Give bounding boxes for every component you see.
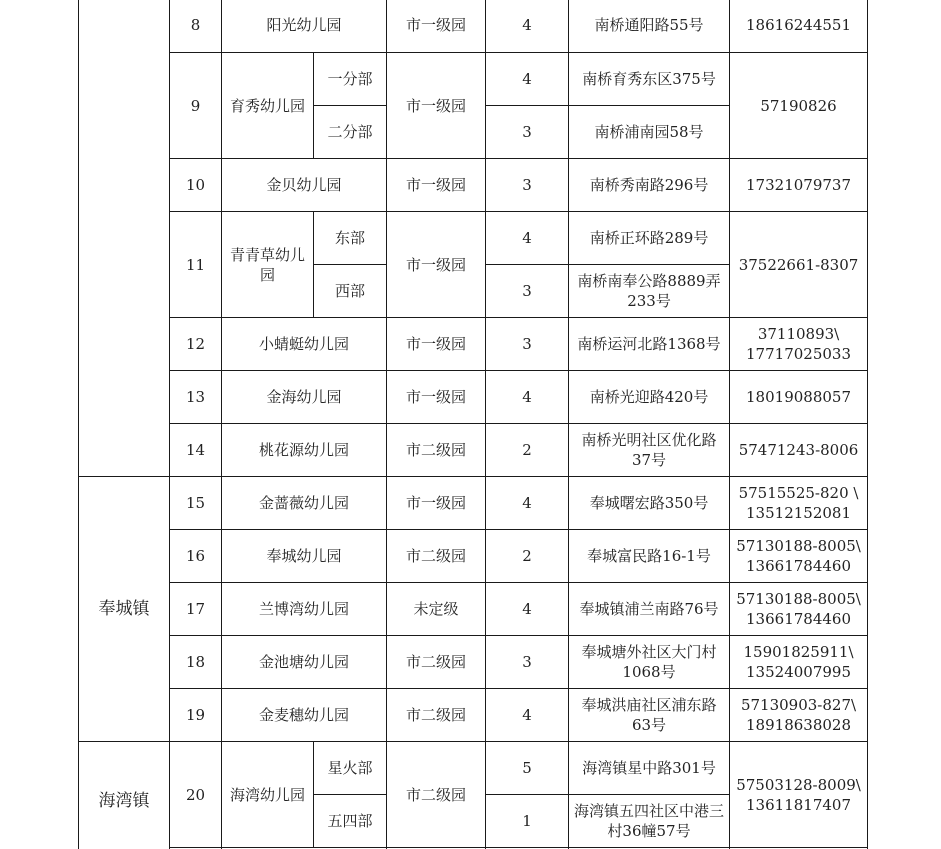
kindergarten-table (78, 0, 868, 849)
level-cell: 市一级园 (387, 53, 486, 159)
phone-line: 57471243-8006 (738, 441, 859, 459)
branch-cell: 东部 (314, 212, 387, 265)
phone-cell (730, 53, 868, 159)
phone-line: 37110893\ (757, 325, 840, 343)
phone-line: 17717025033 (746, 345, 851, 363)
class-count-cell: 2 (486, 530, 569, 583)
phone-cell (730, 371, 868, 424)
phone-cell (730, 583, 868, 636)
table-row (79, 477, 868, 530)
table-row (79, 530, 868, 583)
phone-line: 57190826 (760, 96, 837, 115)
address-cell: 南桥浦南园58号 (569, 106, 730, 159)
level-cell: 市二级园 (387, 530, 486, 583)
class-count-cell: 3 (486, 318, 569, 371)
class-count-cell: 3 (486, 159, 569, 212)
table-row (79, 636, 868, 689)
class-count-cell: 4 (486, 371, 569, 424)
phone-cell (730, 424, 868, 477)
address-cell: 奉城富民路16-1号 (569, 530, 730, 583)
level-cell: 市一级园 (387, 477, 486, 530)
phone-line: 13524007995 (746, 663, 851, 681)
branch-cell: 一分部 (314, 53, 387, 106)
table-row (79, 318, 868, 371)
phone-cell (730, 742, 868, 848)
kindergarten-name-cell: 奉城幼儿园 (222, 530, 387, 583)
phone-cell (730, 689, 868, 742)
address-cell: 奉城镇浦兰南路76号 (569, 583, 730, 636)
phone-line: 18918638028 (746, 716, 851, 734)
kindergarten-name-cell: 金蔷薇幼儿园 (222, 477, 387, 530)
table-row (79, 424, 868, 477)
branch-cell: 二分部 (314, 106, 387, 159)
class-count-cell: 3 (486, 636, 569, 689)
address-cell: 南桥运河北路1368号 (569, 318, 730, 371)
phone-line: 15901825911\ (743, 643, 854, 661)
serial-number-cell: 16 (170, 530, 222, 583)
kindergarten-name-cell: 金麦穗幼儿园 (222, 689, 387, 742)
phone-line: 57130188-8005\ (736, 537, 861, 555)
phone-line: 57130188-8005\ (736, 590, 861, 608)
kindergarten-name-cell: 桃花源幼儿园 (222, 424, 387, 477)
class-count-cell: 4 (486, 583, 569, 636)
kindergarten-name-cell: 金贝幼儿园 (222, 159, 387, 212)
level-cell: 市一级园 (387, 371, 486, 424)
kindergarten-name-cell: 金海幼儿园 (222, 371, 387, 424)
class-count-cell: 4 (486, 0, 569, 53)
class-count-cell: 3 (486, 106, 569, 159)
serial-number-cell: 9 (170, 53, 222, 159)
table-row (79, 371, 868, 424)
level-cell: 市二级园 (387, 742, 486, 848)
branch-cell: 星火部 (314, 742, 387, 795)
address-cell: 奉城洪庙社区浦东路63号 (569, 689, 730, 742)
phone-line: 57515525-820 \ (738, 484, 859, 502)
kindergarten-name-cell: 金池塘幼儿园 (222, 636, 387, 689)
class-count-cell: 2 (486, 424, 569, 477)
kindergarten-name-cell: 青青草幼儿园 (222, 212, 314, 318)
phone-cell (730, 0, 868, 53)
serial-number-cell: 11 (170, 212, 222, 318)
serial-number-cell: 13 (170, 371, 222, 424)
phone-line: 37522661-8307 (738, 255, 859, 274)
branch-cell: 西部 (314, 265, 387, 318)
serial-number-cell: 14 (170, 424, 222, 477)
phone-line: 17321079737 (746, 176, 851, 194)
serial-number-cell: 15 (170, 477, 222, 530)
address-cell: 南桥光迎路420号 (569, 371, 730, 424)
phone-cell (730, 318, 868, 371)
phone-line: 13661784460 (746, 557, 851, 575)
phone-cell (730, 530, 868, 583)
table-row (79, 212, 868, 265)
table-row (79, 583, 868, 636)
address-cell: 南桥南奉公路8889弄233号 (569, 265, 730, 318)
serial-number-cell: 18 (170, 636, 222, 689)
table-row (79, 689, 868, 742)
address-cell: 海湾镇五四社区中港三村36幢57号 (569, 795, 730, 848)
branch-cell: 五四部 (314, 795, 387, 848)
phone-line: 13661784460 (746, 610, 851, 628)
table-row (79, 53, 868, 106)
serial-number-cell: 20 (170, 742, 222, 848)
class-count-cell: 5 (486, 742, 569, 795)
class-count-cell: 4 (486, 689, 569, 742)
phone-line: 18019088057 (746, 388, 851, 406)
kindergarten-name-cell: 海湾幼儿园 (222, 742, 314, 848)
serial-number-cell: 8 (170, 0, 222, 53)
level-cell: 市一级园 (387, 212, 486, 318)
phone-line: 13611817407 (746, 795, 851, 814)
level-cell: 市一级园 (387, 0, 486, 53)
phone-cell (730, 212, 868, 318)
table-row (79, 159, 868, 212)
serial-number-cell: 12 (170, 318, 222, 371)
level-cell: 市二级园 (387, 424, 486, 477)
class-count-cell: 4 (486, 53, 569, 106)
kindergarten-name-cell: 阳光幼儿园 (222, 0, 387, 53)
level-cell: 未定级 (387, 583, 486, 636)
phone-cell (730, 477, 868, 530)
address-cell: 南桥通阳路55号 (569, 0, 730, 53)
phone-line: 57503128-8009\ (736, 775, 861, 794)
address-cell: 南桥秀南路296号 (569, 159, 730, 212)
serial-number-cell: 19 (170, 689, 222, 742)
address-cell: 奉城曙宏路350号 (569, 477, 730, 530)
address-cell: 南桥正环路289号 (569, 212, 730, 265)
class-count-cell: 1 (486, 795, 569, 848)
serial-number-cell: 17 (170, 583, 222, 636)
table-row (79, 742, 868, 795)
serial-number-cell: 10 (170, 159, 222, 212)
level-cell: 市二级园 (387, 636, 486, 689)
level-cell: 市二级园 (387, 689, 486, 742)
town-cell (79, 0, 170, 477)
town-cell: 海湾镇 (79, 742, 170, 849)
phone-cell (730, 159, 868, 212)
address-cell: 海湾镇星中路301号 (569, 742, 730, 795)
level-cell: 市一级园 (387, 159, 486, 212)
phone-line: 18616244551 (746, 16, 851, 34)
class-count-cell: 4 (486, 212, 569, 265)
phone-cell (730, 636, 868, 689)
table-row (79, 0, 868, 53)
address-cell: 南桥光明社区优化路37号 (569, 424, 730, 477)
class-count-cell: 4 (486, 477, 569, 530)
class-count-cell: 3 (486, 265, 569, 318)
level-cell: 市一级园 (387, 318, 486, 371)
kindergarten-name-cell: 兰博湾幼儿园 (222, 583, 387, 636)
address-cell: 奉城塘外社区大门村1068号 (569, 636, 730, 689)
kindergarten-name-cell: 小蜻蜓幼儿园 (222, 318, 387, 371)
address-cell: 南桥育秀东区375号 (569, 53, 730, 106)
phone-line: 13512152081 (746, 504, 851, 522)
phone-line: 57130903-827\ (740, 696, 857, 714)
kindergarten-name-cell: 育秀幼儿园 (222, 53, 314, 159)
town-cell: 奉城镇 (79, 477, 170, 742)
